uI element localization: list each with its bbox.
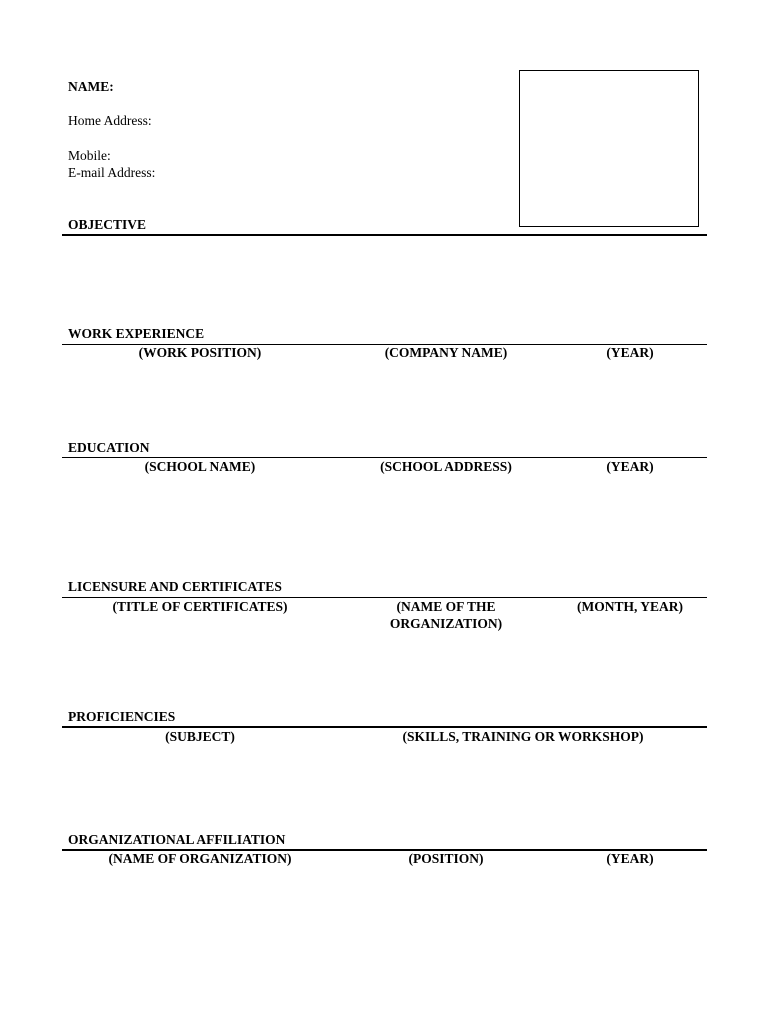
- school-address-column: (SCHOOL ADDRESS): [380, 459, 512, 474]
- proficiencies-title: PROFICIENCIES: [68, 709, 176, 724]
- photo-box: [519, 70, 699, 227]
- organization-name-column-line1: (NAME OF THE: [396, 599, 496, 614]
- skills-training-column: (SKILLS, TRAINING OR WORKSHOP): [402, 729, 644, 744]
- certificate-title-column: (TITLE OF CERTIFICATES): [112, 599, 288, 614]
- name-label: NAME:: [68, 79, 114, 94]
- affiliation-title: ORGANIZATIONAL AFFILIATION: [68, 832, 286, 847]
- company-name-column: (COMPANY NAME): [384, 345, 508, 360]
- education-year-column: (YEAR): [606, 459, 654, 474]
- school-name-column: (SCHOOL NAME): [144, 459, 256, 474]
- affiliation-year-column: (YEAR): [606, 851, 654, 866]
- licensure-title: LICENSURE AND CERTIFICATES: [68, 579, 282, 594]
- objective-divider: [62, 234, 707, 236]
- organization-name-column: (NAME OF ORGANIZATION): [108, 851, 292, 866]
- mobile-label: Mobile:: [68, 148, 111, 163]
- work-year-column: (YEAR): [606, 345, 654, 360]
- work-position-column: (WORK POSITION): [138, 345, 262, 360]
- affiliation-position-column: (POSITION): [408, 851, 484, 866]
- work-experience-title: WORK EXPERIENCE: [68, 326, 205, 341]
- organization-name-column-line2: ORGANIZATION): [389, 616, 503, 631]
- education-title: EDUCATION: [68, 440, 150, 455]
- objective-title: OBJECTIVE: [68, 217, 147, 232]
- month-year-column: (MONTH, YEAR): [577, 599, 683, 614]
- email-label: E-mail Address:: [68, 165, 156, 180]
- subject-column: (SUBJECT): [165, 729, 235, 744]
- home-address-label: Home Address:: [68, 113, 152, 128]
